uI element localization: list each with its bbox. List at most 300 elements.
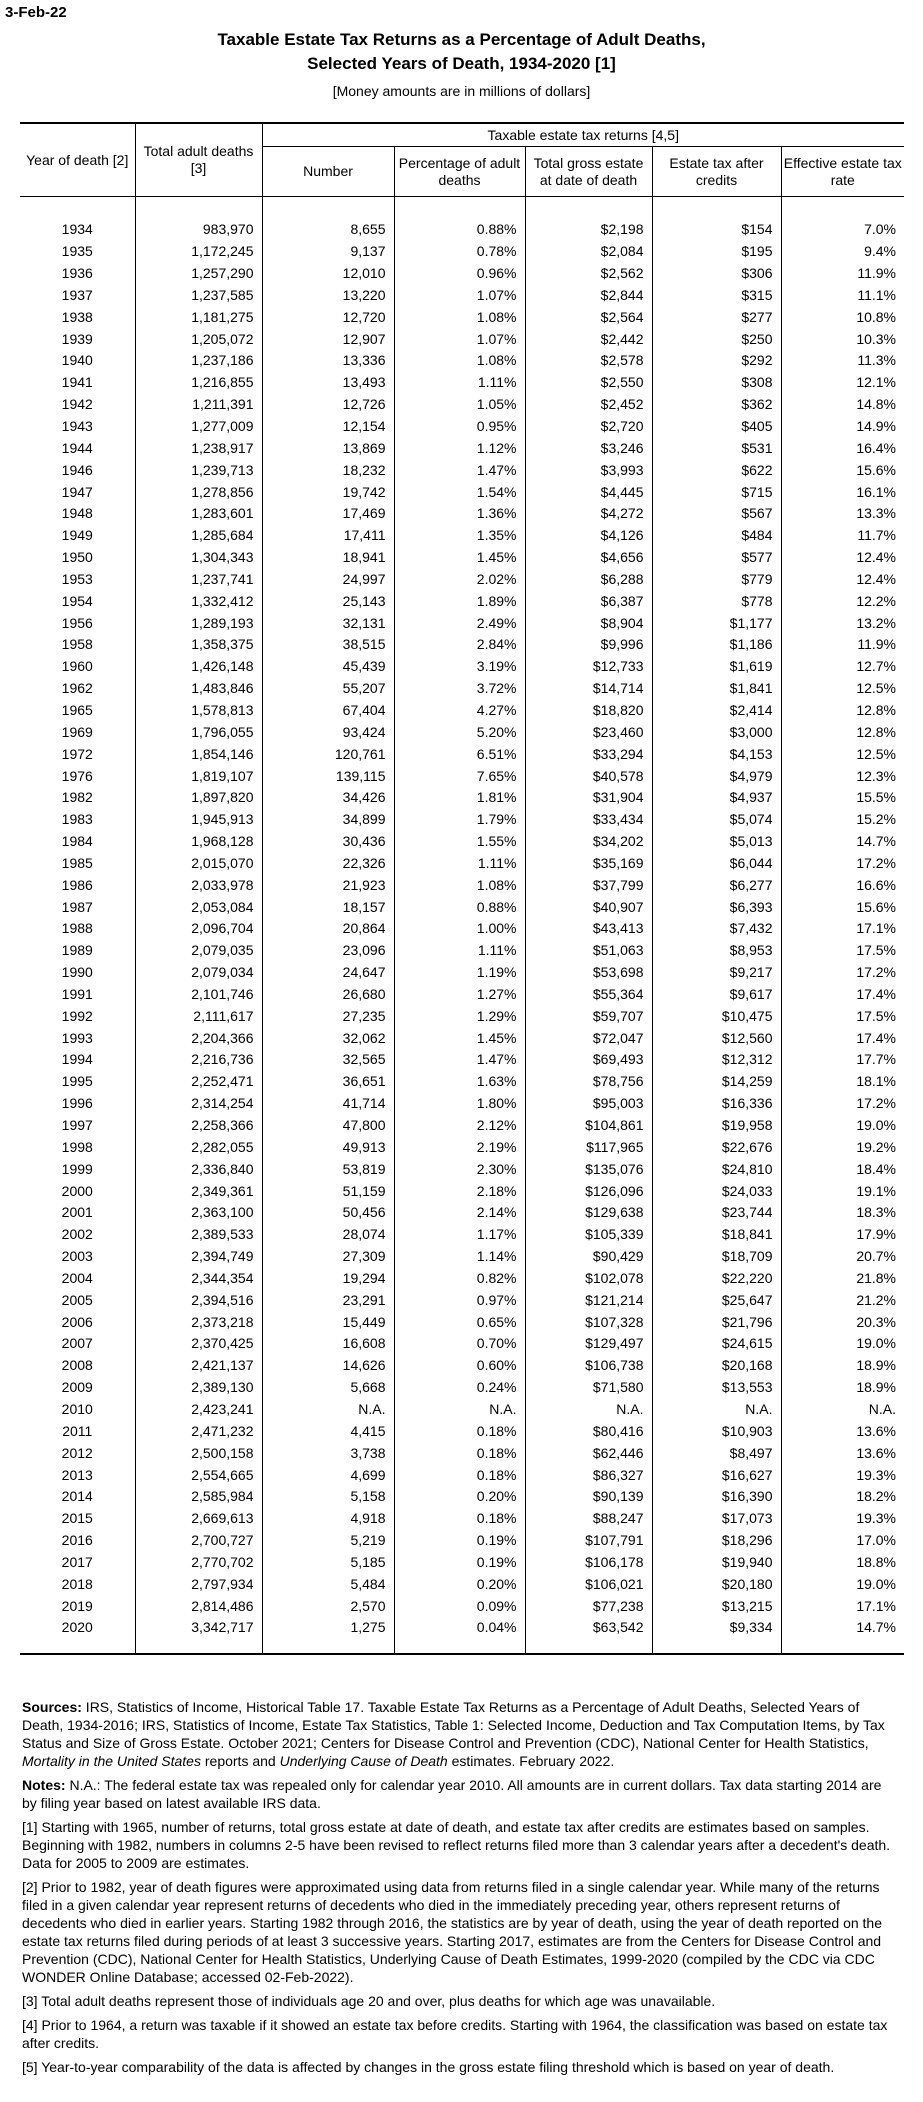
cell-number: 18,157 [262, 896, 394, 918]
cell-estate-tax: $10,903 [652, 1420, 781, 1442]
cell-year: 1991 [61, 985, 93, 1002]
cell-gross-estate: $117,965 [525, 1136, 652, 1158]
cell-percentage: N.A. [394, 1399, 525, 1421]
table-row [20, 1005, 904, 1027]
cell-year: 1934 [61, 221, 93, 238]
cell-adult-deaths: 1,238,917 [135, 437, 262, 459]
cell-number: 34,426 [262, 787, 394, 809]
cell-adult-deaths: 2,471,232 [135, 1420, 262, 1442]
cell-estate-tax: $250 [652, 328, 781, 350]
cell-gross-estate: $72,047 [525, 1027, 652, 1049]
notes-text: N.A.: The federal estate tax was repealed only for calendar year 2010. All amounts are in current dollars. Tax data starting 2014 are by filing year based on latest available IRS data. [22, 1777, 882, 1811]
cell-year: 1947 [61, 483, 93, 500]
cell-year: 2011 [62, 1422, 93, 1439]
cell-number: 93,424 [262, 721, 394, 743]
cell-gross-estate: $4,272 [525, 503, 652, 525]
cell-effective-rate: 17.4% [781, 1027, 904, 1049]
cell-number: 50,456 [262, 1202, 394, 1224]
table-row [20, 1551, 904, 1573]
cell-estate-tax: $154 [652, 219, 781, 241]
table-row [20, 394, 904, 416]
table-row [20, 437, 904, 459]
cell-effective-rate: 17.1% [781, 1595, 904, 1617]
cell-effective-rate: 17.2% [781, 852, 904, 874]
cell-gross-estate: $34,202 [525, 831, 652, 853]
cell-year: 1941 [61, 374, 93, 391]
cell-percentage: 1.35% [394, 525, 525, 547]
cell-estate-tax: $4,979 [652, 765, 781, 787]
cell-gross-estate: $129,638 [525, 1202, 652, 1224]
cell-estate-tax: $23,744 [652, 1202, 781, 1224]
cell-year: 2013 [61, 1466, 93, 1483]
cell-gross-estate: $106,178 [525, 1551, 652, 1573]
cell-number: 5,158 [262, 1486, 394, 1508]
cell-gross-estate: $2,452 [525, 394, 652, 416]
cell-effective-rate: 15.6% [781, 459, 904, 481]
cell-number: 20,864 [262, 918, 394, 940]
cell-effective-rate: 15.6% [781, 896, 904, 918]
cell-percentage: 0.04% [394, 1617, 525, 1639]
cell-gross-estate: $40,578 [525, 765, 652, 787]
cell-year: 1942 [61, 396, 93, 413]
cell-estate-tax: $24,033 [652, 1180, 781, 1202]
table-row [20, 656, 904, 678]
cell-adult-deaths: 2,053,084 [135, 896, 262, 918]
cell-number: 16,608 [262, 1333, 394, 1355]
cell-adult-deaths: 1,332,412 [135, 590, 262, 612]
cell-gross-estate: $2,720 [525, 416, 652, 438]
cell-gross-estate: $6,387 [525, 590, 652, 612]
cell-year: 2020 [61, 1619, 93, 1636]
cell-estate-tax: $18,296 [652, 1530, 781, 1552]
cell-percentage: 0.20% [394, 1486, 525, 1508]
report-date: 3-Feb-22 [5, 4, 67, 21]
cell-estate-tax: $10,475 [652, 1005, 781, 1027]
cell-gross-estate: $59,707 [525, 1005, 652, 1027]
cell-adult-deaths: 1,426,148 [135, 656, 262, 678]
cell-year: 1999 [61, 1160, 93, 1177]
cell-percentage: 1.19% [394, 962, 525, 984]
cell-adult-deaths: 2,336,840 [135, 1158, 262, 1180]
cell-percentage: 1.07% [394, 285, 525, 307]
cell-percentage: 2.49% [394, 612, 525, 634]
cell-estate-tax: $12,560 [652, 1027, 781, 1049]
cell-gross-estate: $129,497 [525, 1333, 652, 1355]
table-row [20, 525, 904, 547]
cell-estate-tax: $277 [652, 306, 781, 328]
header-percentage: Percentage of adult deaths [394, 147, 525, 197]
cell-estate-tax: $362 [652, 394, 781, 416]
cell-year: 1984 [61, 833, 93, 850]
cell-number: 34,899 [262, 809, 394, 831]
cell-adult-deaths: 1,257,290 [135, 263, 262, 285]
cell-number: 27,235 [262, 1005, 394, 1027]
cell-year: 1992 [61, 1007, 93, 1024]
cell-percentage: 1.08% [394, 350, 525, 372]
cell-effective-rate: N.A. [781, 1399, 904, 1421]
cell-gross-estate: $102,078 [525, 1268, 652, 1290]
cell-gross-estate: $2,550 [525, 372, 652, 394]
cell-year: 1944 [61, 439, 93, 456]
cell-number: 1,275 [262, 1617, 394, 1639]
cell-effective-rate: 13.3% [781, 503, 904, 525]
cell-year: 1949 [61, 527, 93, 544]
cell-adult-deaths: 2,033,978 [135, 874, 262, 896]
table-row [20, 1333, 904, 1355]
cell-effective-rate: 10.3% [781, 328, 904, 350]
table-row [20, 459, 904, 481]
cell-estate-tax: N.A. [652, 1399, 781, 1421]
cell-year: 1948 [61, 505, 93, 522]
cell-number: 12,720 [262, 306, 394, 328]
cell-year: 1995 [61, 1073, 93, 1090]
cell-adult-deaths: 2,700,727 [135, 1530, 262, 1552]
cell-percentage: 1.11% [394, 852, 525, 874]
cell-year: 1950 [61, 549, 93, 566]
cell-gross-estate: $135,076 [525, 1158, 652, 1180]
table-row [20, 1027, 904, 1049]
title-line-2: Selected Years of Death, 1934-2020 [1] [307, 54, 616, 73]
cell-percentage: 1.45% [394, 1027, 525, 1049]
cell-percentage: 1.11% [394, 372, 525, 394]
cell-year: 1937 [61, 286, 93, 303]
cell-number: 55,207 [262, 678, 394, 700]
cell-number: N.A. [262, 1399, 394, 1421]
cell-percentage: 0.88% [394, 219, 525, 241]
cell-percentage: 1.81% [394, 787, 525, 809]
table-row [20, 503, 904, 525]
table-row [20, 809, 904, 831]
cell-percentage: 1.17% [394, 1224, 525, 1246]
cell-estate-tax: $9,334 [652, 1617, 781, 1639]
sources-italic-1: Mortality in the United States [22, 1753, 201, 1769]
cell-number: 5,219 [262, 1530, 394, 1552]
cell-number: 139,115 [262, 765, 394, 787]
cell-adult-deaths: 983,970 [135, 219, 262, 241]
cell-effective-rate: 15.2% [781, 809, 904, 831]
table-row [20, 1224, 904, 1246]
cell-effective-rate: 12.3% [781, 765, 904, 787]
cell-gross-estate: $69,493 [525, 1049, 652, 1071]
cell-gross-estate: $31,904 [525, 787, 652, 809]
cell-year: 2010 [61, 1400, 93, 1417]
cell-percentage: 1.12% [394, 437, 525, 459]
table-row [20, 1180, 904, 1202]
cell-number: 32,131 [262, 612, 394, 634]
table-row [20, 1617, 904, 1639]
cell-number: 38,515 [262, 634, 394, 656]
cell-adult-deaths: 2,314,254 [135, 1093, 262, 1115]
cell-estate-tax: $622 [652, 459, 781, 481]
cell-year: 1997 [61, 1117, 93, 1134]
cell-effective-rate: 17.7% [781, 1049, 904, 1071]
table-row [20, 1158, 904, 1180]
cell-effective-rate: 18.1% [781, 1071, 904, 1093]
cell-year: 2000 [61, 1182, 93, 1199]
cell-number: 17,411 [262, 525, 394, 547]
table-row [20, 1246, 904, 1268]
cell-adult-deaths: 1,278,856 [135, 481, 262, 503]
cell-year: 1969 [61, 723, 93, 740]
table-row [20, 328, 904, 350]
table-row [20, 1049, 904, 1071]
cell-estate-tax: $308 [652, 372, 781, 394]
cell-estate-tax: $195 [652, 241, 781, 263]
cell-gross-estate: $33,434 [525, 809, 652, 831]
cell-percentage: 1.08% [394, 874, 525, 896]
cell-adult-deaths: 2,079,034 [135, 962, 262, 984]
table-row [20, 874, 904, 896]
cell-adult-deaths: 2,344,354 [135, 1268, 262, 1290]
cell-number: 17,469 [262, 503, 394, 525]
table-row [20, 787, 904, 809]
cell-estate-tax: $24,615 [652, 1333, 781, 1355]
cell-gross-estate: $2,084 [525, 241, 652, 263]
cell-adult-deaths: 1,211,391 [135, 394, 262, 416]
table-row [20, 219, 904, 241]
cell-effective-rate: 17.5% [781, 940, 904, 962]
cell-percentage: 1.00% [394, 918, 525, 940]
table-row [20, 547, 904, 569]
cell-year: 2016 [61, 1532, 93, 1549]
cell-number: 14,626 [262, 1355, 394, 1377]
cell-effective-rate: 14.9% [781, 416, 904, 438]
cell-effective-rate: 11.9% [781, 263, 904, 285]
cell-year: 1994 [61, 1051, 93, 1068]
cell-percentage: 0.70% [394, 1333, 525, 1355]
cell-estate-tax: $6,393 [652, 896, 781, 918]
cell-gross-estate: $2,578 [525, 350, 652, 372]
cell-percentage: 0.18% [394, 1508, 525, 1530]
subtitle: [Money amounts are in millions of dollars] [332, 83, 591, 99]
cell-gross-estate: $107,328 [525, 1311, 652, 1333]
header-number: Number [262, 147, 394, 197]
cell-adult-deaths: 2,500,158 [135, 1442, 262, 1464]
table-row [20, 285, 904, 307]
cell-year: 1938 [61, 308, 93, 325]
table-row [20, 1486, 904, 1508]
cell-adult-deaths: 1,796,055 [135, 721, 262, 743]
cell-year: 2014 [61, 1488, 93, 1505]
cell-adult-deaths: 1,277,009 [135, 416, 262, 438]
cell-percentage: 1.07% [394, 328, 525, 350]
table-row [20, 1071, 904, 1093]
cell-percentage: 1.11% [394, 940, 525, 962]
cell-year: 1954 [61, 592, 93, 609]
table-row [20, 1508, 904, 1530]
cell-effective-rate: 20.3% [781, 1311, 904, 1333]
cell-estate-tax: $8,953 [652, 940, 781, 962]
cell-year: 1987 [61, 898, 93, 915]
cell-effective-rate: 18.9% [781, 1355, 904, 1377]
table-row [20, 1530, 904, 1552]
cell-gross-estate: $51,063 [525, 940, 652, 962]
cell-gross-estate: $43,413 [525, 918, 652, 940]
cell-estate-tax: $16,627 [652, 1464, 781, 1486]
cell-adult-deaths: 2,015,070 [135, 852, 262, 874]
cell-year: 1939 [61, 330, 93, 347]
cell-gross-estate: $104,861 [525, 1115, 652, 1137]
cell-estate-tax: $779 [652, 569, 781, 591]
cell-year: 2004 [61, 1269, 93, 1286]
cell-number: 4,699 [262, 1464, 394, 1486]
cell-gross-estate: $77,238 [525, 1595, 652, 1617]
cell-effective-rate: 19.0% [781, 1573, 904, 1595]
cell-number: 24,647 [262, 962, 394, 984]
cell-estate-tax: $16,336 [652, 1093, 781, 1115]
table-row [20, 569, 904, 591]
cell-percentage: 2.30% [394, 1158, 525, 1180]
cell-adult-deaths: 2,101,746 [135, 984, 262, 1006]
cell-year: 1985 [61, 854, 93, 871]
cell-adult-deaths: 2,423,241 [135, 1399, 262, 1421]
table-row [20, 1115, 904, 1137]
cell-year: 1988 [61, 920, 93, 937]
table-row [20, 1399, 904, 1421]
cell-percentage: 1.27% [394, 984, 525, 1006]
cell-percentage: 0.18% [394, 1442, 525, 1464]
cell-percentage: 0.82% [394, 1268, 525, 1290]
cell-gross-estate: $105,339 [525, 1224, 652, 1246]
cell-number: 18,232 [262, 459, 394, 481]
table-row [20, 1355, 904, 1377]
cell-year: 1958 [61, 636, 93, 653]
table-row [20, 962, 904, 984]
cell-percentage: 0.18% [394, 1464, 525, 1486]
cell-estate-tax: $14,259 [652, 1071, 781, 1093]
table-row [20, 1202, 904, 1224]
cell-effective-rate: 18.3% [781, 1202, 904, 1224]
cell-effective-rate: 17.5% [781, 1005, 904, 1027]
table-row [20, 700, 904, 722]
cell-estate-tax: $567 [652, 503, 781, 525]
cell-gross-estate: $88,247 [525, 1508, 652, 1530]
cell-year: 2002 [61, 1226, 93, 1243]
table-row [20, 852, 904, 874]
cell-number: 24,997 [262, 569, 394, 591]
cell-number: 12,726 [262, 394, 394, 416]
cell-adult-deaths: 2,096,704 [135, 918, 262, 940]
table-row [20, 416, 904, 438]
table-row [20, 306, 904, 328]
cell-adult-deaths: 2,389,533 [135, 1224, 262, 1246]
cell-gross-estate: $23,460 [525, 721, 652, 743]
cell-percentage: 1.79% [394, 809, 525, 831]
cell-adult-deaths: 2,554,665 [135, 1464, 262, 1486]
table-row [20, 918, 904, 940]
cell-gross-estate: $126,096 [525, 1180, 652, 1202]
table-spacer-row [20, 197, 904, 220]
cell-effective-rate: 12.4% [781, 547, 904, 569]
table-body [20, 197, 904, 1654]
cell-gross-estate: $106,738 [525, 1355, 652, 1377]
cell-percentage: 0.20% [394, 1573, 525, 1595]
cell-gross-estate: $2,442 [525, 328, 652, 350]
table-row [20, 721, 904, 743]
cell-number: 23,096 [262, 940, 394, 962]
cell-percentage: 2.84% [394, 634, 525, 656]
cell-adult-deaths: 2,111,617 [135, 1005, 262, 1027]
cell-year: 2008 [61, 1357, 93, 1374]
cell-year: 1998 [61, 1138, 93, 1155]
cell-effective-rate: 13.6% [781, 1420, 904, 1442]
cell-effective-rate: 21.2% [781, 1289, 904, 1311]
cell-effective-rate: 19.1% [781, 1180, 904, 1202]
cell-effective-rate: 14.7% [781, 831, 904, 853]
cell-gross-estate: $4,445 [525, 481, 652, 503]
cell-effective-rate: 12.5% [781, 743, 904, 765]
cell-effective-rate: 14.8% [781, 394, 904, 416]
table-row [20, 678, 904, 700]
cell-percentage: 7.65% [394, 765, 525, 787]
cell-effective-rate: 10.8% [781, 306, 904, 328]
cell-number: 25,143 [262, 590, 394, 612]
cell-effective-rate: 19.0% [781, 1115, 904, 1137]
cell-adult-deaths: 2,585,984 [135, 1486, 262, 1508]
cell-estate-tax: $9,217 [652, 962, 781, 984]
cell-number: 2,570 [262, 1595, 394, 1617]
cell-adult-deaths: 1,237,741 [135, 569, 262, 591]
cell-gross-estate: $2,562 [525, 263, 652, 285]
notes-label: Notes: [22, 1777, 66, 1793]
cell-number: 13,336 [262, 350, 394, 372]
cell-year: 1946 [61, 461, 93, 478]
table-row [20, 372, 904, 394]
cell-percentage: 1.47% [394, 459, 525, 481]
cell-effective-rate: 11.1% [781, 285, 904, 307]
table-row [20, 896, 904, 918]
cell-percentage: 3.19% [394, 656, 525, 678]
cell-effective-rate: 14.7% [781, 1617, 904, 1639]
cell-effective-rate: 15.5% [781, 787, 904, 809]
cell-adult-deaths: 2,797,934 [135, 1573, 262, 1595]
cell-estate-tax: $531 [652, 437, 781, 459]
cell-adult-deaths: 2,216,736 [135, 1049, 262, 1071]
cell-estate-tax: $1,841 [652, 678, 781, 700]
cell-year: 1956 [61, 614, 93, 631]
cell-number: 12,907 [262, 328, 394, 350]
table-row [20, 831, 904, 853]
cell-estate-tax: $25,647 [652, 1289, 781, 1311]
cell-number: 5,484 [262, 1573, 394, 1595]
cell-gross-estate: $80,416 [525, 1420, 652, 1442]
table-row [20, 612, 904, 634]
cell-gross-estate: $37,799 [525, 874, 652, 896]
cell-year: 1972 [61, 745, 93, 762]
cell-number: 15,449 [262, 1311, 394, 1333]
cell-percentage: 1.47% [394, 1049, 525, 1071]
cell-number: 49,913 [262, 1136, 394, 1158]
cell-percentage: 0.60% [394, 1355, 525, 1377]
table-row [20, 1442, 904, 1464]
cell-percentage: 1.80% [394, 1093, 525, 1115]
cell-estate-tax: $20,180 [652, 1573, 781, 1595]
cell-gross-estate: $4,126 [525, 525, 652, 547]
cell-percentage: 0.09% [394, 1595, 525, 1617]
cell-year: 2017 [61, 1553, 93, 1570]
cell-year: 1965 [61, 701, 93, 718]
cell-adult-deaths: 1,945,913 [135, 809, 262, 831]
cell-adult-deaths: 1,237,585 [135, 285, 262, 307]
cell-year: 1993 [61, 1029, 93, 1046]
cell-gross-estate: N.A. [525, 1399, 652, 1421]
cell-effective-rate: 17.9% [781, 1224, 904, 1246]
cell-effective-rate: 11.7% [781, 525, 904, 547]
cell-adult-deaths: 2,770,702 [135, 1551, 262, 1573]
cell-effective-rate: 11.3% [781, 350, 904, 372]
cell-adult-deaths: 1,239,713 [135, 459, 262, 481]
cell-effective-rate: 7.0% [781, 219, 904, 241]
